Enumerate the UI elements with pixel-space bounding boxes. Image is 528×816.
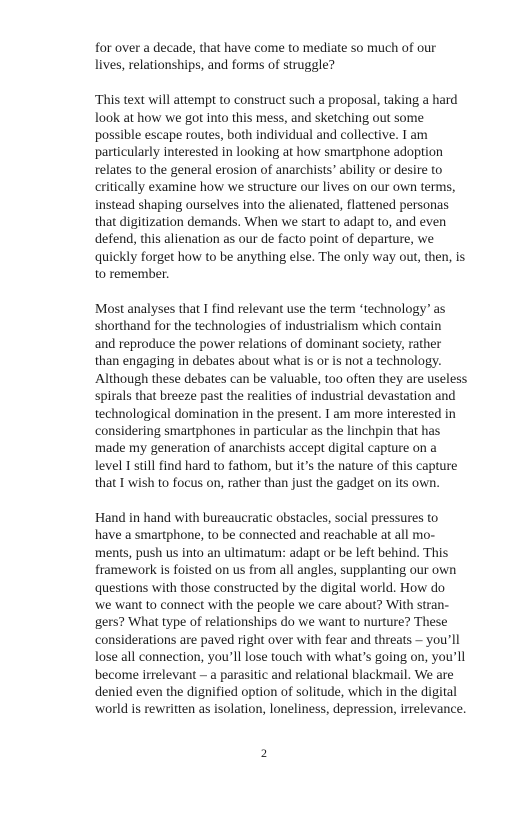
paragraph-3 <box>95 301 475 492</box>
text-line: This text will attempt to construct such a proposal, taking a hard <box>95 92 458 109</box>
text-line: lose all connection, you’ll lose touch with what’s going on, you’ll <box>95 649 466 666</box>
text-line: for over a decade, that have come to mediate so much of our <box>95 40 436 56</box>
paragraph-1 <box>95 40 475 75</box>
text-line: critically examine how we structure our lives on our own terms, <box>95 179 456 196</box>
text-line: ments, push us into an ultimatum: adapt or be left behind. This <box>95 544 449 561</box>
text-line: possible escape routes, both individual and collective. I am <box>95 127 428 144</box>
paragraph-4 <box>95 510 475 719</box>
text-line: and reproduce the power relations of dominant society, rather <box>95 335 442 352</box>
text-line: that digitization demands. When we start to adapt to, and even <box>95 214 447 231</box>
text-line: instead shaping ourselves into the alienated, flattened personas <box>95 196 449 213</box>
text-line: considering smartphones in particular as the linchpin that has <box>95 422 441 439</box>
text-line: gers? What type of relationships do we want to nurture? These <box>95 614 448 631</box>
text-line: denied even the dignified option of solitude, which in the digital <box>95 683 458 700</box>
text-line: relates to the general erosion of anarchists’ ability or desire to <box>95 161 443 178</box>
page-number: 2 <box>261 746 267 760</box>
text-line: look at how we got into this mess, and sketching out some <box>95 109 424 126</box>
text-line: questions with those constructed by the digital world. How do <box>95 579 445 596</box>
body-text <box>95 40 475 736</box>
text-line: technological domination in the present. I am more interested in <box>95 405 456 422</box>
text-line: Hand in hand with bureaucratic obstacles, social pressures to <box>95 509 439 526</box>
text-line: quickly forget how to be anything else. The only way out, then, is <box>95 248 466 265</box>
text-line: shorthand for the technologies of industrialism which contain <box>95 318 442 335</box>
text-line: defend, this alienation as our de facto point of departure, we <box>95 231 434 248</box>
text-line: made my generation of anarchists accept digital capture on a <box>95 440 437 457</box>
text-line: particularly interested in looking at how smartphone adoption <box>95 144 443 161</box>
text-line: Although these debates can be valuable, too often they are useless <box>95 370 468 387</box>
text-line: world is rewritten as isolation, loneliness, depression, irrelevance. <box>95 701 467 718</box>
text-line: we want to connect with the people we care about? With stran- <box>95 596 450 613</box>
text-line: Most analyses that I find relevant use the term ‘technology’ as <box>95 301 446 318</box>
text-line: to remember. <box>95 266 170 283</box>
text-line: spirals that breeze past the realities of industrial devastation and <box>95 388 456 405</box>
text-line: have a smartphone, to be connected and reachable at all mo- <box>95 527 436 544</box>
text-line: become irrelevant – a parasitic and relational blackmail. We are <box>95 666 454 683</box>
text-line: level I still find hard to fathom, but it’s the nature of this capture <box>95 457 458 474</box>
text-line: that I wish to focus on, rather than just the gadget on its own. <box>95 475 440 492</box>
text-line: lives, relationships, and forms of struggle? <box>95 57 335 74</box>
text-line: framework is foisted on us from all angles, supplanting our own <box>95 562 457 579</box>
text-line: considerations are paved right over with fear and threats – you’ll <box>95 631 460 648</box>
paragraph-2 <box>95 92 475 283</box>
text-line: than engaging in debates about what is or is not a technology. <box>95 353 442 370</box>
